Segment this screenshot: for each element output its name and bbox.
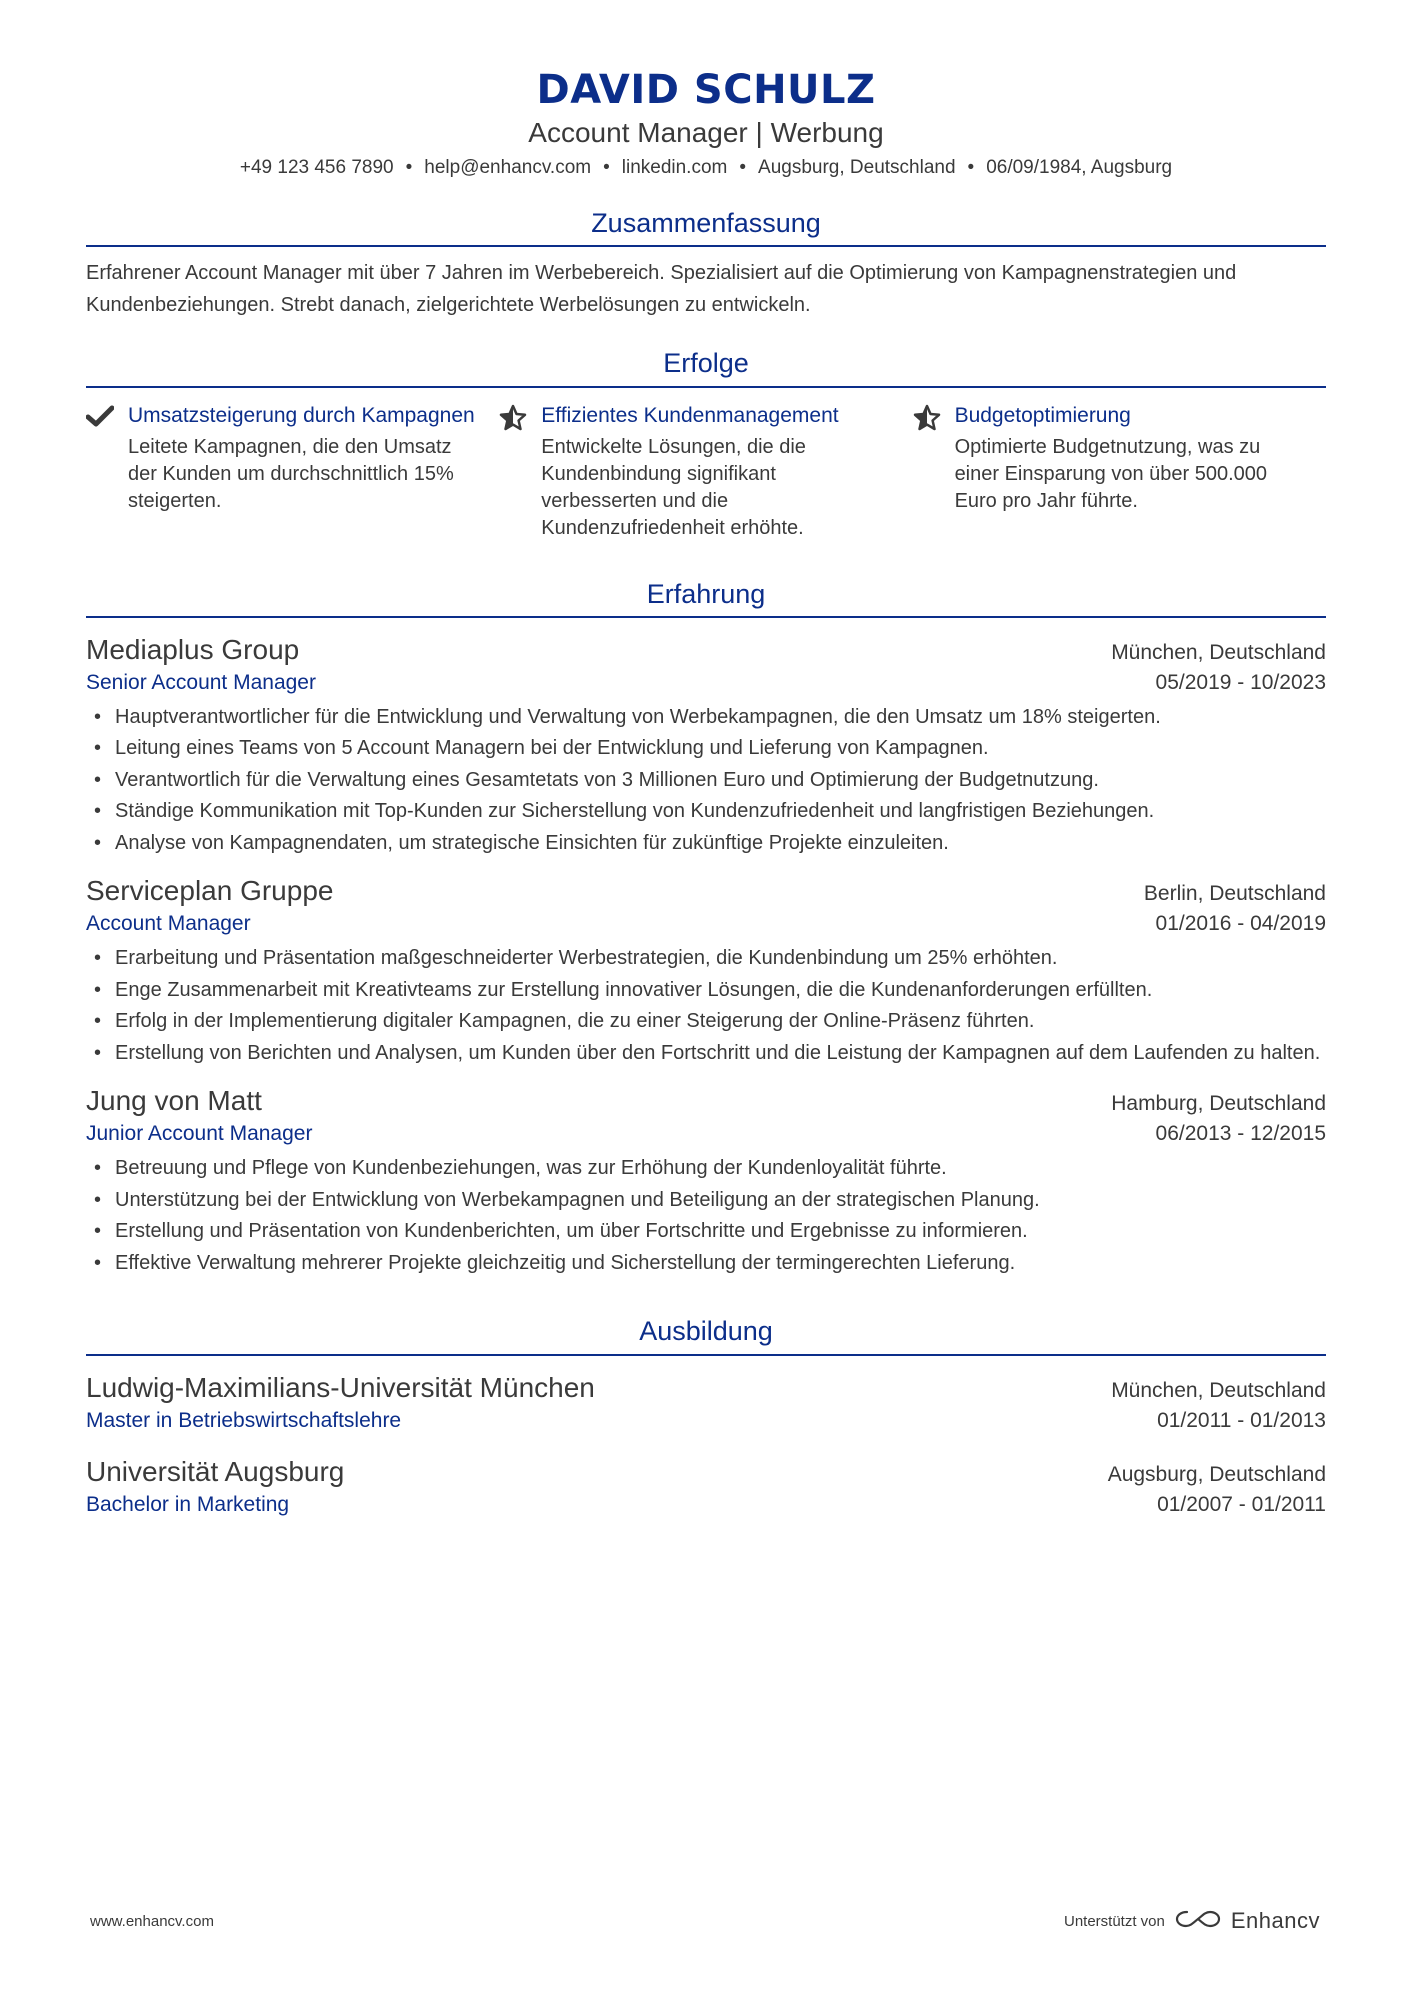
star-icon <box>499 402 541 542</box>
education-item <box>86 1454 1326 1520</box>
job-role: Junior Account Manager <box>86 1122 313 1146</box>
footer-website-link[interactable]: www.enhancv.com <box>90 1912 214 1930</box>
list-item: • Leitung eines Teams von 5 Account Managern bei der Entwicklung und Lieferung von Kampagnen. <box>86 733 1326 765</box>
achievement-item <box>913 402 1326 542</box>
school-name: Ludwig-Maximilians-Universität München <box>86 1371 595 1403</box>
section-title-experience: Erfahrung <box>86 578 1326 618</box>
section-title-summary: Zusammenfassung <box>86 207 1326 247</box>
job-location: Hamburg, Deutschland <box>1111 1092 1326 1116</box>
education-dates: 01/2011 - 01/2013 <box>1157 1408 1326 1432</box>
job-role: Senior Account Manager <box>86 670 316 694</box>
achievement-title: Umsatzsteigerung durch Kampagnen <box>128 403 475 427</box>
contact-email: help@enhancv.com <box>424 156 592 178</box>
list-item: • Unterstützung bei der Entwicklung von Werbekampagnen und Beteiligung an der strategischen Planung. <box>86 1185 1326 1217</box>
company-name: Serviceplan Gruppe <box>86 875 334 907</box>
section-title-achievements: Erfolge <box>86 347 1326 387</box>
job-bullets <box>86 702 1326 860</box>
page-footer <box>90 1908 1320 1934</box>
list-item: • Betreuung und Pflege von Kundenbeziehungen, was zur Erhöhung der Kundenloyalität führte. <box>86 1153 1326 1185</box>
degree-name: Master in Betriebswirtschaftslehre <box>86 1408 402 1432</box>
list-item: • Ständige Kommunikation mit Top-Kunden zur Sicherstellung von Kundenzufriedenheit und langfristigen Beziehungen. <box>86 796 1326 828</box>
list-item: • Effektive Verwaltung mehrerer Projekte gleichzeitig und Sicherstellung der termingerechten Lieferung. <box>86 1248 1326 1280</box>
summary-text: Erfahrener Account Manager mit über 7 Jahren im Werbebereich. Spezialisiert auf die Optimierung von Kampagnenstrategien und Kundenbeziehungen. Strebt danach, zielgerichtete Werbelösungen zu entwickeln. <box>86 262 1237 317</box>
separator-dot: • <box>739 156 747 178</box>
list-item: • Erstellung und Präsentation von Kundenberichten, um über Fortschritte und Ergebnisse zu informieren. <box>86 1216 1326 1248</box>
resume-page <box>86 67 1326 1520</box>
footer-brand <box>1064 1908 1320 1934</box>
list-item: • Verantwortlich für die Verwaltung eines Gesamtetats von 3 Millionen Euro und Optimierung der Budgetnutzung. <box>86 765 1326 797</box>
contact-location: Augsburg, Deutschland <box>758 156 956 178</box>
job-dates: 01/2016 - 04/2019 <box>1155 912 1326 936</box>
school-location: Augsburg, Deutschland <box>1107 1462 1326 1486</box>
candidate-title: Account Manager | Werbung <box>528 117 884 148</box>
job-bullets <box>86 1153 1326 1279</box>
check-icon <box>86 402 128 542</box>
education-dates: 01/2007 - 01/2011 <box>1157 1492 1326 1516</box>
company-name: Jung von Matt <box>86 1085 262 1117</box>
achievement-desc: Entwickelte Lösungen, die die Kundenbindung signifikant verbesserten und die Kundenzufriedenheit erhöhte. <box>541 435 806 539</box>
separator-dot: • <box>603 156 610 178</box>
contact-line <box>86 157 1326 179</box>
list-item: • Erfolg in der Implementierung digitaler Kampagnen, die zu einer Steigerung der Online-Präsenz führten. <box>86 1006 1326 1038</box>
achievement-item <box>499 402 912 542</box>
achievement-desc: Leitete Kampagnen, die den Umsatz der Kunden um durchschnittlich 15% steigerten. <box>128 435 454 512</box>
experience-item <box>86 632 1326 860</box>
achievement-item <box>86 402 499 542</box>
separator-dot: • <box>405 156 413 178</box>
school-location: München, Deutschland <box>1111 1378 1326 1402</box>
job-location: München, Deutschland <box>1111 640 1326 664</box>
job-dates: 06/2013 - 12/2015 <box>1155 1122 1326 1146</box>
list-item: • Hauptverantwortlicher für die Entwicklung und Verwaltung von Werbekampagnen, die den Umsatz um 18% steigerten. <box>86 702 1326 734</box>
achievement-title: Effizientes Kundenmanagement <box>541 403 839 427</box>
contact-phone: +49 123 456 7890 <box>239 156 394 178</box>
powered-by-label: Unterstützt von <box>1063 1912 1165 1930</box>
list-item: • Erstellung von Berichten und Analysen, um Kunden über den Fortschritt und die Leistung der Kampagnen auf dem Laufenden zu halten. <box>86 1038 1326 1070</box>
achievements-list <box>86 402 1326 542</box>
achievement-desc: Optimierte Budgetnutzung, was zu einer Einsparung von über 500.000 Euro pro Jahr führte. <box>954 435 1268 512</box>
star-icon <box>913 402 955 542</box>
experience-item <box>86 1083 1326 1279</box>
contact-linkedin: linkedin.com <box>621 156 728 178</box>
company-name: Mediaplus Group <box>86 633 300 665</box>
education-item <box>86 1370 1326 1436</box>
job-location: Berlin, Deutschland <box>1143 882 1326 906</box>
degree-name: Bachelor in Marketing <box>86 1492 290 1516</box>
list-item: • Erarbeitung und Präsentation maßgeschneiderter Werbestrategien, die Kundenbindung um 25% erhöhten. <box>86 943 1326 975</box>
experience-item <box>86 873 1326 1069</box>
achievement-title: Budgetoptimierung <box>954 403 1131 427</box>
job-dates: 05/2019 - 10/2023 <box>1155 670 1326 694</box>
enhancv-logo-icon <box>1175 1908 1221 1934</box>
job-bullets <box>86 943 1326 1069</box>
candidate-name: DAVID SCHULZ <box>536 67 876 113</box>
school-name: Universität Augsburg <box>86 1455 345 1487</box>
list-item: • Analyse von Kampagnendaten, um strategische Einsichten für zukünftige Projekte einzuleiten. <box>86 828 1326 860</box>
separator-dot: • <box>967 156 975 178</box>
brand-name: Enhancv <box>1230 1908 1320 1933</box>
job-role: Account Manager <box>86 912 251 936</box>
section-title-education: Ausbildung <box>86 1315 1326 1355</box>
contact-birth: 06/09/1984, Augsburg <box>986 156 1173 178</box>
list-item: • Enge Zusammenarbeit mit Kreativteams zur Erstellung innovativer Lösungen, die die Kundenanforderungen erfüllten. <box>86 975 1326 1007</box>
